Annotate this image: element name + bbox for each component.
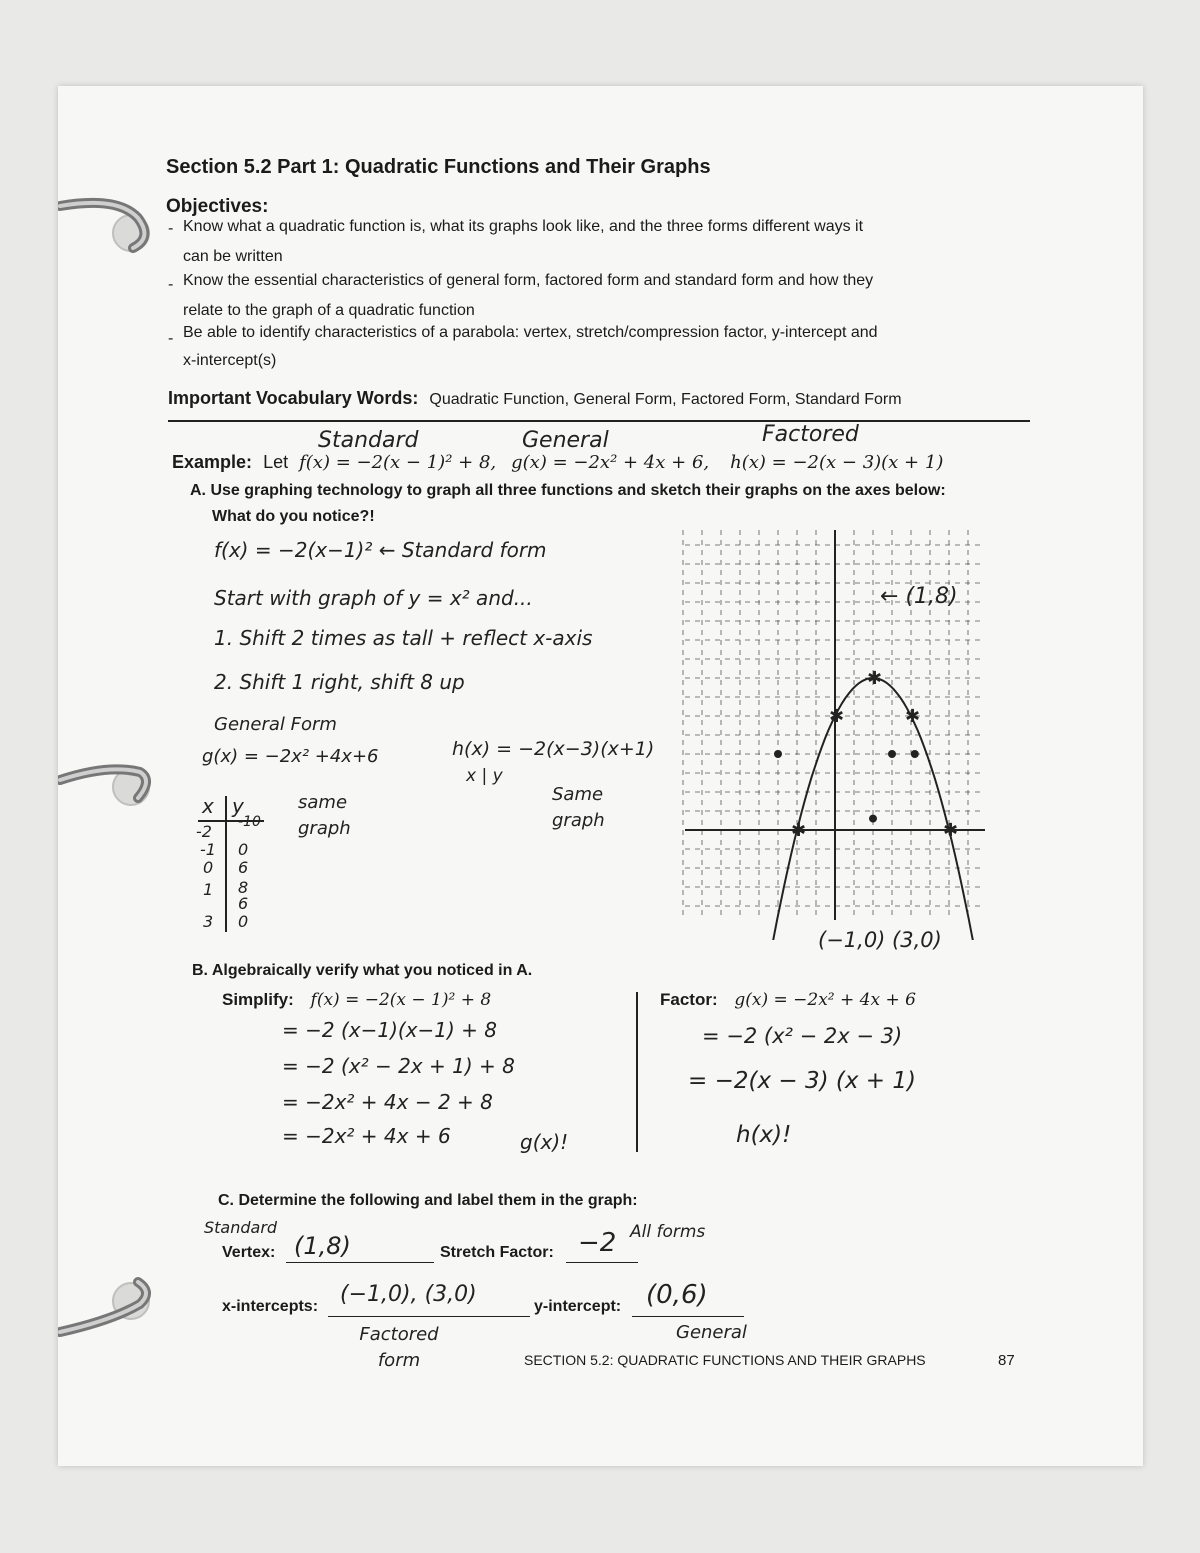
example-let: Let xyxy=(263,452,289,472)
y-intercept-blank xyxy=(632,1316,744,1317)
table-cell-y: -10 xyxy=(238,814,261,830)
objectives-heading: Objectives: xyxy=(166,196,269,217)
table-cell-x: -1 xyxy=(200,840,216,859)
example-line xyxy=(172,452,943,473)
section-divider xyxy=(168,420,1030,422)
stretch-factor-label: Stretch Factor: xyxy=(440,1244,554,1261)
simplify-step: = −2x² + 4x + 6 xyxy=(282,1124,451,1148)
vertex-note: Standard xyxy=(204,1218,278,1237)
x-intercepts-blank xyxy=(328,1316,530,1317)
objective-line: Be able to identify characteristics of a parabola: vertex, stretch/compression factor, y-intercept and xyxy=(183,324,878,341)
table-cell-y: 8 xyxy=(238,878,249,897)
vertex-label: Vertex: xyxy=(222,1244,276,1261)
reference-dot xyxy=(774,750,782,758)
x-intercepts-answer: (−1,0), (3,0) xyxy=(340,1282,477,1307)
x-intercepts-label: x-intercepts: xyxy=(222,1298,319,1315)
objective-line: Know what a quadratic function is, what its graphs look like, and the three forms different ways it xyxy=(183,218,864,235)
g-note: g(x) = −2x² +4x+6 xyxy=(202,746,379,767)
factor-step: = −2 (x² − 2x − 3) xyxy=(702,1024,903,1048)
objective-line: Know the essential characteristics of general form, factored form and standard form and how they xyxy=(183,272,874,289)
page-title: Section 5.2 Part 1: Quadratic Functions and Their Graphs xyxy=(166,156,711,178)
binder-ring-icon xyxy=(58,196,153,256)
vocabulary-label: Important Vocabulary Words: xyxy=(168,388,419,408)
y-intercept-note: General xyxy=(676,1322,747,1343)
part-a-question-2: What do you notice?! xyxy=(212,508,375,525)
binder-ring-icon xyxy=(58,1270,153,1340)
handwritten-general-label: General xyxy=(522,428,609,453)
table-cell-x: 3 xyxy=(203,912,214,931)
factor-result: h(x)! xyxy=(736,1122,792,1148)
part-a-question: A. Use graphing technology to graph all three functions and sketch their graphs on the axes below: xyxy=(190,482,946,499)
running-head: SECTION 5.2: QUADRATIC FUNCTIONS AND THEIR GRAPHS xyxy=(524,1352,926,1368)
simplify-label: Simplify: xyxy=(222,990,294,1009)
objective-line: x-intercept(s) xyxy=(183,352,277,369)
y-intercept-label: y-intercept: xyxy=(534,1298,622,1315)
h-definition: h(x) = −2(x − 3)(x + 1) xyxy=(730,452,944,473)
x-intercepts-note: Factored form xyxy=(359,1324,439,1371)
vertex-blank xyxy=(286,1262,434,1263)
reference-dot xyxy=(911,750,919,758)
simplify-step: = −2x² + 4x − 2 + 8 xyxy=(282,1090,493,1114)
table-cell-y: 0 xyxy=(238,912,249,931)
reference-dot xyxy=(869,815,877,823)
note-line: 1. Shift 2 times as tall + reflect x-axis xyxy=(214,626,593,650)
stretch-factor-note: All forms xyxy=(630,1222,706,1242)
note-line: 2. Shift 1 right, shift 8 up xyxy=(214,670,465,694)
table-divider xyxy=(225,796,227,932)
vocabulary-line xyxy=(168,388,902,409)
vertex-annotation: ← (1,8) xyxy=(880,584,958,609)
h-note: h(x) = −2(x−3)(x+1) xyxy=(452,738,655,760)
plotted-point: ✱ xyxy=(943,820,959,841)
parabola-graph xyxy=(680,520,990,940)
vocabulary-words: Quadratic Function, General Form, Factored Form, Standard Form xyxy=(429,391,902,408)
objective-line: relate to the graph of a quadratic function xyxy=(183,302,475,319)
vertex-answer: (1,8) xyxy=(294,1232,351,1260)
factor-label: Factor: xyxy=(660,990,718,1009)
stretch-factor-blank xyxy=(566,1262,638,1263)
plotted-point: ✱ xyxy=(867,668,883,689)
table-cell-y: 6 xyxy=(238,858,249,877)
table-cell-y: 0 xyxy=(238,840,249,859)
table-cell-x: -2 xyxy=(196,822,212,841)
page-number: 87 xyxy=(998,1352,1015,1369)
same-graph-g: same graph xyxy=(298,792,351,839)
factor-step: = −2(x − 3) (x + 1) xyxy=(688,1068,916,1094)
factor-expression: g(x) = −2x² + 4x + 6 xyxy=(734,990,916,1010)
table-header-x: x xyxy=(202,794,214,818)
simplify-result: g(x)! xyxy=(520,1130,569,1154)
handwritten-factored-label: Factored xyxy=(762,422,859,447)
handwritten-standard-label: Standard xyxy=(318,428,419,453)
simplify-step: = −2 (x² − 2x + 1) + 8 xyxy=(282,1054,515,1078)
binder-ring-icon xyxy=(58,750,153,810)
note-line: f(x) = −2(x−1)² ← Standard form xyxy=(214,538,547,562)
h-table-header: x | y xyxy=(466,766,503,786)
plotted-point: ✱ xyxy=(829,706,845,727)
table-header-y: y xyxy=(232,794,244,818)
intercepts-annotation: (−1,0) (3,0) xyxy=(818,928,942,952)
factor-line xyxy=(660,990,916,1010)
note-line: Start with graph of y = x² and... xyxy=(214,586,533,610)
plotted-point: ✱ xyxy=(905,706,921,727)
objective-line: can be written xyxy=(183,248,283,265)
table-cell-x: 0 xyxy=(203,858,214,877)
example-label: Example: xyxy=(172,452,253,472)
column-divider xyxy=(636,992,638,1152)
y-intercept-answer: (0,6) xyxy=(646,1280,708,1310)
reference-dot xyxy=(888,750,896,758)
table-cell-x: 1 xyxy=(203,880,214,899)
f-definition: f(x) = −2(x − 1)² + 8, xyxy=(299,452,497,473)
part-c-question: C. Determine the following and label them in the graph: xyxy=(218,1192,638,1209)
vertex-annotation-text: (1,8) xyxy=(905,584,958,609)
g-definition: g(x) = −2x² + 4x + 6, xyxy=(511,452,710,473)
general-form-label: General Form xyxy=(214,714,337,735)
simplify-line xyxy=(222,990,491,1010)
same-graph-h: Same graph xyxy=(552,784,605,831)
part-b-question: B. Algebraically verify what you noticed in A. xyxy=(192,962,533,979)
simplify-step: = −2 (x−1)(x−1) + 8 xyxy=(282,1018,497,1042)
table-cell-y: 6 xyxy=(238,894,249,913)
stretch-factor-answer: −2 xyxy=(578,1228,617,1258)
simplify-expression: f(x) = −2(x − 1)² + 8 xyxy=(310,990,492,1010)
plotted-point: ✱ xyxy=(791,820,807,841)
